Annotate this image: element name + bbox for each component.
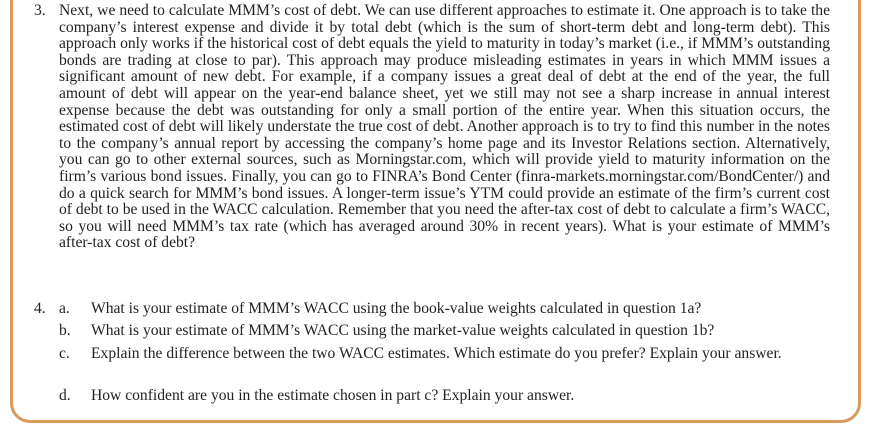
question-4d-text: How confident are you in the estimate chosen in part c? Explain your answer.: [91, 387, 575, 404]
question-4c-letter: c.: [59, 345, 70, 362]
question-4d: [59, 388, 830, 405]
question-4a-letter: a.: [59, 300, 70, 317]
question-4d-letter: d.: [59, 387, 71, 404]
question-4a: [59, 301, 830, 318]
question-3: [34, 3, 830, 252]
question-4c-text: Explain the difference between the two WACC estimates. Which estimate do you prefer? Explain your answer.: [91, 345, 782, 362]
question-4b-text: What is your estimate of MMM’s WACC using the market-value weights calculated in question 1b?: [91, 322, 715, 339]
question-4c: [59, 346, 830, 363]
question-4a-text: What is your estimate of MMM’s WACC using the book-value weights calculated in question 1a?: [91, 300, 702, 317]
question-4b-letter: b.: [59, 322, 71, 339]
question-4-number: 4.: [34, 300, 46, 317]
question-4b: [59, 323, 830, 340]
question-3-text: Next, we need to calculate MMM’s cost of debt. We can use different approaches to estimate it. One approach is to take the company’s interest expense and divide it by total debt (which is the sum of short-term debt and long-term debt). This approach only works if the historical cost of debt equals the yield to maturity in today’s market (i.e., if MMM’s outstanding bonds are trading at close to par). This approach may produce misleading estimates in years in which MMM issues a significant amount of new debt. For example, if a company issues a great deal of debt at the end of the year, the full amount of debt will appear on the year-end balance sheet, yet we still may not see a sharp increase in annual interest expense because the debt was outstanding for only a small portion of the entire year. When this situation occurs, the estimated cost of debt will likely understate the true cost of debt. Another approach is to try to find this number in the notes to the company’s annual report by accessing the company’s home page and its Investor Relations section. Alternatively, you can go to other external sources, such as Morningstar.com, which will provide yield to maturity information on the firm’s various bond issues. Finally, you can go to FINRA’s Bond Center (finra-markets.morningstar.com/BondCenter/) and do a quick search for MMM’s bond issues. A longer-term issue’s YTM could provide an estimate of the firm’s current cost of debt to be used in the WACC calculation. Remember that you need the after-tax cost of debt to calculate a firm’s WACC, so you will need MMM’s tax rate (which has averaged around 30% in recent years). What is your estimate of MMM’s after-tax cost of debt?: [59, 2, 830, 252]
question-3-number: 3.: [34, 2, 46, 19]
